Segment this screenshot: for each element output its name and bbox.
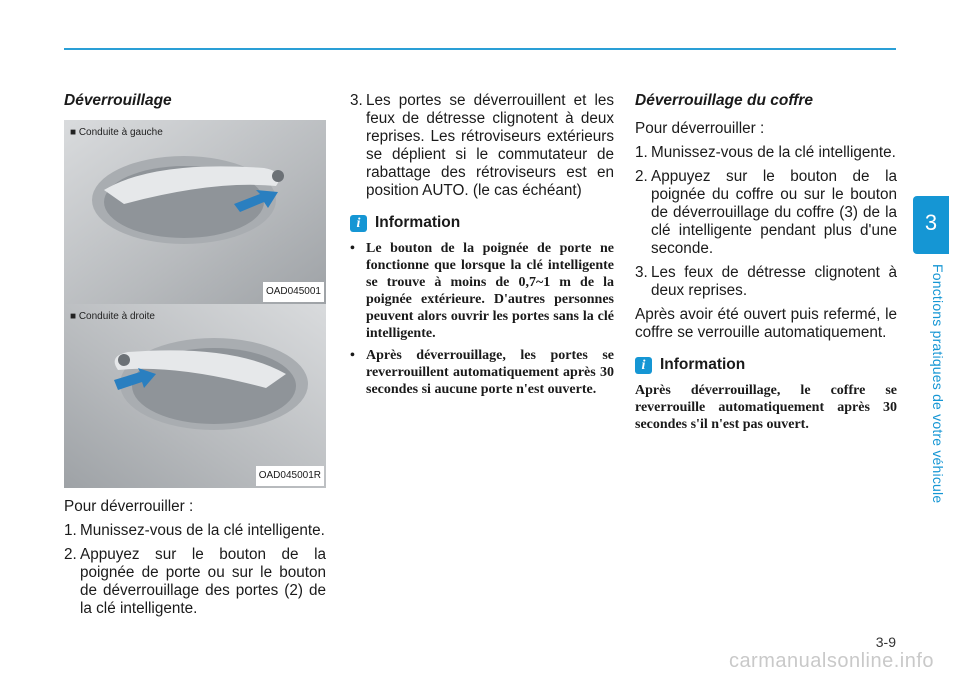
column-left xyxy=(64,92,326,624)
info-bullet-1: • Le bouton de la poignée de porte ne fonctionne que lorsque la clé intelligente se trouve à moins de 0,7~1 m de la poignée extérieure. D'autres personnes peuvent alors ouvrir les portes sans la clé intelligente. xyxy=(350,241,614,341)
heading-unlocking: Déverrouillage xyxy=(64,92,172,109)
info-icon: i xyxy=(350,215,367,232)
intro-text: Pour déverrouiller : xyxy=(64,498,194,515)
figure-lhd xyxy=(64,120,326,304)
step-2: 2. Appuyez sur le bouton de la poignée du coffre ou sur le bouton de déverrouillage du coffre (3) de la clé intelligente pendant plus d'une seconde. xyxy=(635,168,897,257)
page-number: 3-9 xyxy=(875,634,896,650)
step-3: 3. Les portes se déverrouillent et les feux de détresse clignotent à deux reprises. Les rétroviseurs extérieurs se déplient si le commutateur de rabattage des rétroviseurs est en position AUTO. (le cas échéant) xyxy=(350,92,614,199)
door-handle-lhd-illustration xyxy=(64,120,326,304)
column-middle xyxy=(350,92,614,403)
information-heading: i Information xyxy=(635,356,897,374)
info-icon: i xyxy=(635,357,652,374)
top-rule xyxy=(64,48,896,50)
watermark: carmanualsonline.info xyxy=(728,650,934,672)
intro-text: Pour déverrouiller : xyxy=(635,120,765,137)
heading-trunk-unlocking: Déverrouillage du coffre xyxy=(635,92,814,109)
step-1: 1. Munissez-vous de la clé intelligente. xyxy=(64,522,325,539)
step-2: 2. Appuyez sur le bouton de la poignée de porte ou sur le bouton de déverrouillage des portes (2) de la clé intelligente. xyxy=(64,546,326,617)
figure-caption: ■ Conduite à droite xyxy=(70,311,155,322)
figure-rhd xyxy=(64,304,326,488)
info-bullet-2: • Après déverrouillage, les portes se reverrouillent automatiquement après 30 secondes si aucune porte n'est ouverte. xyxy=(350,348,614,397)
chapter-number: 3 xyxy=(924,210,938,235)
chapter-label: Fonctions pratiques de votre véhicule xyxy=(930,264,946,504)
info-text: Après déverrouillage, le coffre se reverrouille automatiquement après 30 secondes s'il n'est pas ouvert. xyxy=(635,383,897,432)
step-3: 3. Les feux de détresse clignotent à deux reprises. xyxy=(635,264,897,299)
step-1: 1. Munissez-vous de la clé intelligente. xyxy=(635,144,896,161)
chapter-tab xyxy=(913,196,949,254)
figure-caption: ■ Conduite à gauche xyxy=(70,127,163,138)
trunk-relock-text: Après avoir été ouvert puis refermé, le coffre se verrouille automatiquement. xyxy=(635,306,897,341)
door-handle-rhd-illustration xyxy=(64,304,326,488)
column-right xyxy=(635,92,897,433)
information-heading: i Information xyxy=(350,214,614,232)
figure-code: OAD045001R xyxy=(256,466,324,486)
figure-code: OAD045001 xyxy=(263,282,324,302)
